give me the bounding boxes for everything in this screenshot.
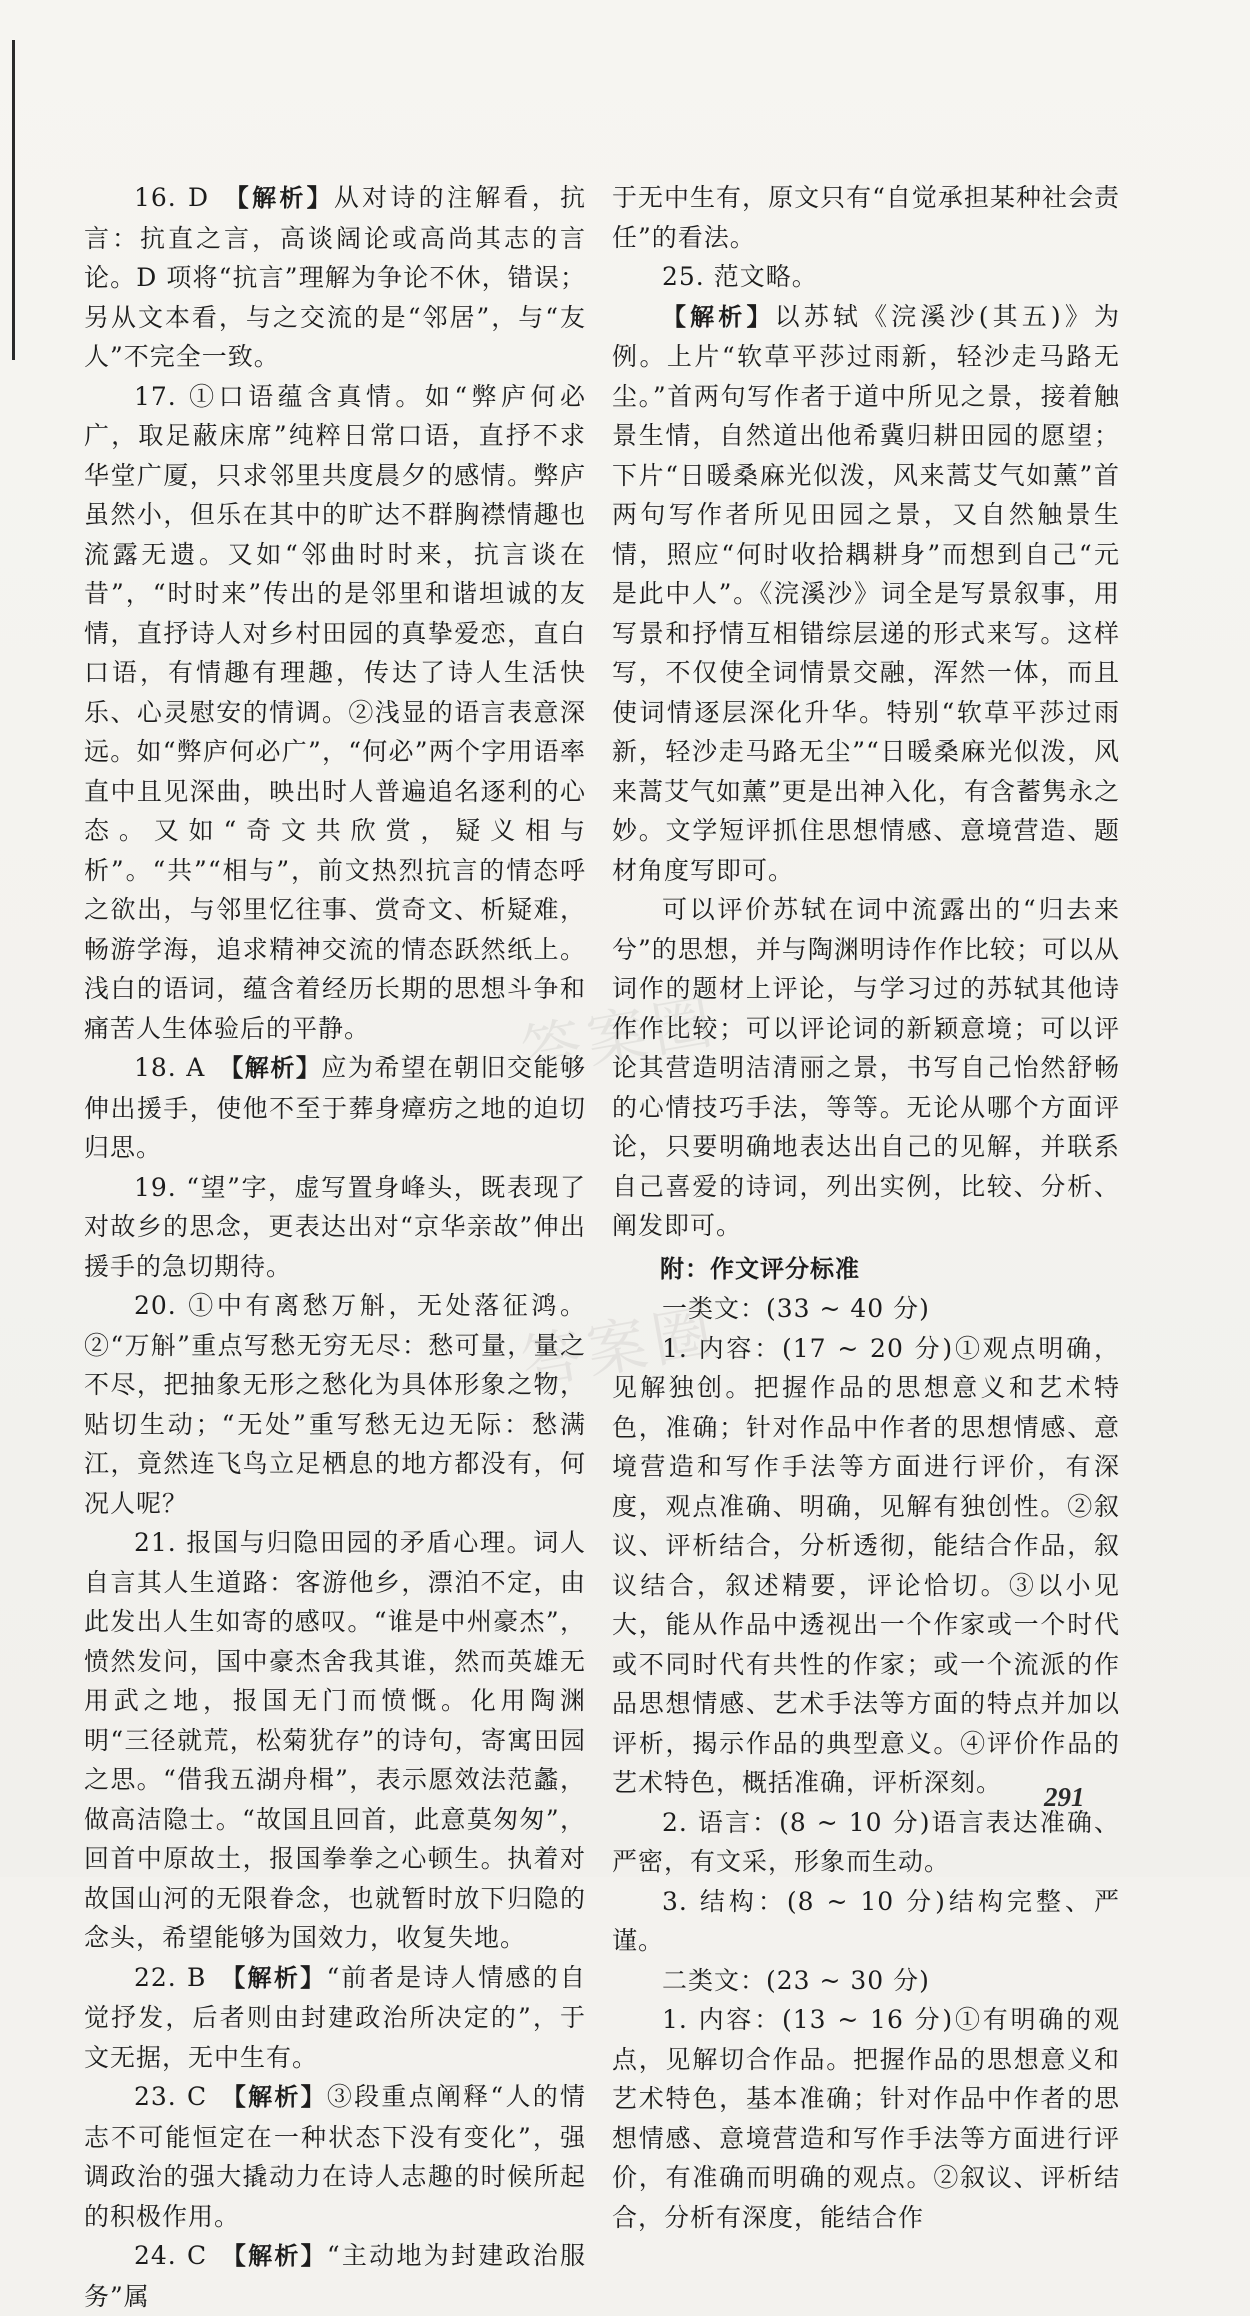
paragraph xyxy=(84,1523,586,1958)
paragraph xyxy=(84,1286,586,1523)
paragraph-text: 附：作文评分标准 xyxy=(660,1254,860,1283)
paragraph xyxy=(612,1803,1120,1882)
paragraph xyxy=(84,2077,586,2236)
paragraph-text: 3. 结构：(8 ~ 10 分)结构完整、严谨。 xyxy=(612,1886,1120,1955)
analysis-label: 【解析】 xyxy=(220,2083,327,2111)
right-column xyxy=(612,178,1120,2237)
paragraph xyxy=(612,1289,1120,1329)
paragraph-text: 20. ①中有离愁万斛，无处落征鸿。②“万斛”重点写愁无穷无尽：愁可量，量之不尽，把抽象无形之愁化为具体形象之物，贴切生动；“无处”重写愁无边无际：愁满江，竟然连飞鸟立足栖息的地方都没有，何况人呢？ xyxy=(84,1291,586,1518)
paragraph xyxy=(84,377,586,1049)
paragraph-text: “主动地为封建政治服务”属 xyxy=(84,2241,586,2311)
question-number: 18. A xyxy=(134,1053,206,1082)
paragraph-text: 19. “望”字，虚写置身峰头，既表现了对故乡的思念，更表达出对“京华亲故”伸出援手的急切期待。 xyxy=(84,1172,586,1281)
paragraph-text: 21. 报国与归隐田园的矛盾心理。词人自言其人生道路：客游他乡，漂泊不定，由此发出人生如寄的感叹。“谁是中州豪杰”，愤然发问，国中豪杰舍我其谁，然而英雄无用武之地，报国无门而愤慨。化用陶渊明“三径就荒，松菊犹存”的诗句，寄寓田园之思。“借我五湖舟楫”，表示愿效法范蠡，做高洁隐士。“故国且回首，此意莫匆匆”，回首中原故土，报国拳拳之心顿生。执着对故国山河的无限眷念，也就暂时放下归隐的念头，希望能够为国效力，收复失地。 xyxy=(84,1528,586,1952)
paragraph-text: 应为希望在朝旧交能够伸出援手，使他不至于葬身瘴疠之地的迫切归思。 xyxy=(84,1053,586,1162)
question-number: 24. C xyxy=(134,2241,208,2270)
paragraph-text: 二类文：(23 ~ 30 分) xyxy=(662,1965,930,1995)
paragraph xyxy=(612,890,1120,1246)
paragraph xyxy=(84,178,586,377)
paragraph-text: 一类文：(33 ~ 40 分) xyxy=(662,1294,930,1323)
analysis-label: 【解析】 xyxy=(218,1054,322,1082)
paragraph-text: 以苏轼《浣溪沙(其五)》为例。上片“软草平莎过雨新，轻沙走马路无尘。”首两句写作者于道中所见之景，接着触景生情，自然道出他希冀归耕田园的愿望；下片“日暖桑麻光似泼，风来蒿艾气如薰”首两句写作者所见田园之景，又自然触景生情，照应“何时收拾耦耕身”而想到自己“元是此中人”。《浣溪沙》词全是写景叙事，用写景和抒情互相错综层递的形式来写。这样写，不仅使全词情景交融，浑然一体，而且使词情逐层深化升华。特别“软草平莎过雨新，轻沙走马路无尘”“日暖桑麻光似泼，风来蒿艾气如薰”更是出神入化，有含蓄隽永之妙。文学短评抓住思想情感、意境营造、题材角度写即可。 xyxy=(612,301,1120,885)
paragraph-text: 从对诗的注解看，抗言：抗直之言，高谈阔论或高尚其志的言论。D 项将“抗言”理解为争论不休，错误；另从文本看，与之交流的是“邻居”，与“友人”不完全一致。 xyxy=(84,183,587,371)
paragraph xyxy=(84,1958,586,2078)
analysis-label: 【解析】 xyxy=(220,2242,327,2270)
left-column xyxy=(84,178,586,2316)
paragraph xyxy=(612,257,1120,297)
paragraph-text: 2. 语言：(8 ~ 10 分)语言表达准确、严密，有文采，形象而生动。 xyxy=(612,1807,1120,1876)
paragraph-text: 17. ①口语蕴含真情。如“弊庐何必广，取足蔽床席”纯粹日常口语，直抒不求华堂广厦，只求邻里共度晨夕的感情。弊庐虽然小，但乐在其中的旷达不群胸襟情趣也流露无遗。又如“邻曲时时来，抗言谈在昔”，“时时来”传出的是邻里和谐坦诚的友情，直抒诗人对乡村田园的真挚爱恋，直白口语，有情趣有理趣，传达了诗人生活快乐、心灵慰安的情调。②浅显的语言表意深远。如“弊庐何必广”，“何必”两个字用语率直中且见深曲，映出时人普遍追名逐利的心态。又如“奇文共欣赏，疑义相与析”。“共”“相与”，前文热烈抗言的情态呼之欲出，与邻里忆往事、赏奇文、析疑难，畅游学海，追求精神交流的情态跃然纸上。浅白的语词，蕴含着经历长期的思想斗争和痛苦人生体验后的平静。 xyxy=(84,381,586,1043)
paragraph xyxy=(612,2000,1120,2237)
paragraph xyxy=(84,1168,586,1287)
paragraph-text: 可以评价苏轼在词中流露出的“归去来兮”的思想，并与陶渊明诗作作比较；可以从词作的题材上评论，与学习过的苏轼其他诗作作比较；可以评论词的新颖意境；可以评论其营造明洁清丽之景，书写自己怡然舒畅的心情技巧手法，等等。无论从哪个方面评论，只要明确地表达出自己的见解，并联系自己喜爱的诗词，列出实例，比较、分析、阐发即可。 xyxy=(612,895,1120,1240)
watermark: 答案圈 xyxy=(516,986,724,1090)
question-number: 23. C xyxy=(134,2082,208,2111)
watermark: 答案圈 xyxy=(516,1296,724,1400)
analysis-label: 【解析】 xyxy=(219,1963,327,1992)
paragraph xyxy=(612,1882,1120,1961)
question-number: 16. D xyxy=(134,183,210,212)
page-number: 291 xyxy=(1044,1782,1085,1812)
paragraph-text: ③段重点阐释“人的情志不可能恒定在一种状态下没有变化”，强调政治的强大撬动力在诗人志趣的时候所起的积极作用。 xyxy=(84,2082,586,2231)
paragraph xyxy=(612,297,1120,891)
paragraph-text: 于无中生有，原文只有“自觉承担某种社会责任”的看法。 xyxy=(612,183,1120,252)
binding-edge-line xyxy=(12,40,15,360)
paragraph xyxy=(612,178,1120,257)
paragraph-text: “前者是诗人情感的自觉抒发，后者则由封建政治所决定的”，于文无据，无中生有。 xyxy=(84,1962,586,2072)
analysis-label: 【解析】 xyxy=(662,302,775,331)
paragraph-text: 1. 内容：(13 ~ 16 分)①有明确的观点，见解切合作品。把握作品的思想意义和艺术特色，基本准确；针对作品中作者的思想情感、意境营造和写作手法等方面进行评价，有准确而明确的观点。②叙议、评析结合，分析有深度，能结合作 xyxy=(612,2005,1120,2232)
paragraph-text: 1. 内容：(17 ~ 20 分)①观点明确，见解独创。把握作品的思想意义和艺术特色，准确；针对作品中作者的思想情感、意境营造和写作手法等方面进行评价，有深度，观点准确、明确，见解有独创性。②叙议、评析结合，分析透彻，能结合作品，叙议结合，叙述精要，评论恰切。③以小见大，能从作品中透视出一个作家或一个时代或不同时代有共性的作家；或一个流派的作品思想情感、艺术手法等方面的特点并加以评析，揭示作品的典型意义。④评价作品的艺术特色，概括准确，评析深刻。 xyxy=(612,1333,1120,1797)
paragraph xyxy=(84,1048,586,1168)
analysis-label: 【解析】 xyxy=(222,184,334,212)
paragraph xyxy=(84,2236,586,2316)
paragraph xyxy=(612,1329,1120,1803)
paragraph xyxy=(612,1250,1120,1290)
question-number: 22. B xyxy=(134,1962,207,1992)
paragraph xyxy=(612,1961,1120,2001)
paragraph-text: 25. 范文略。 xyxy=(662,262,818,291)
